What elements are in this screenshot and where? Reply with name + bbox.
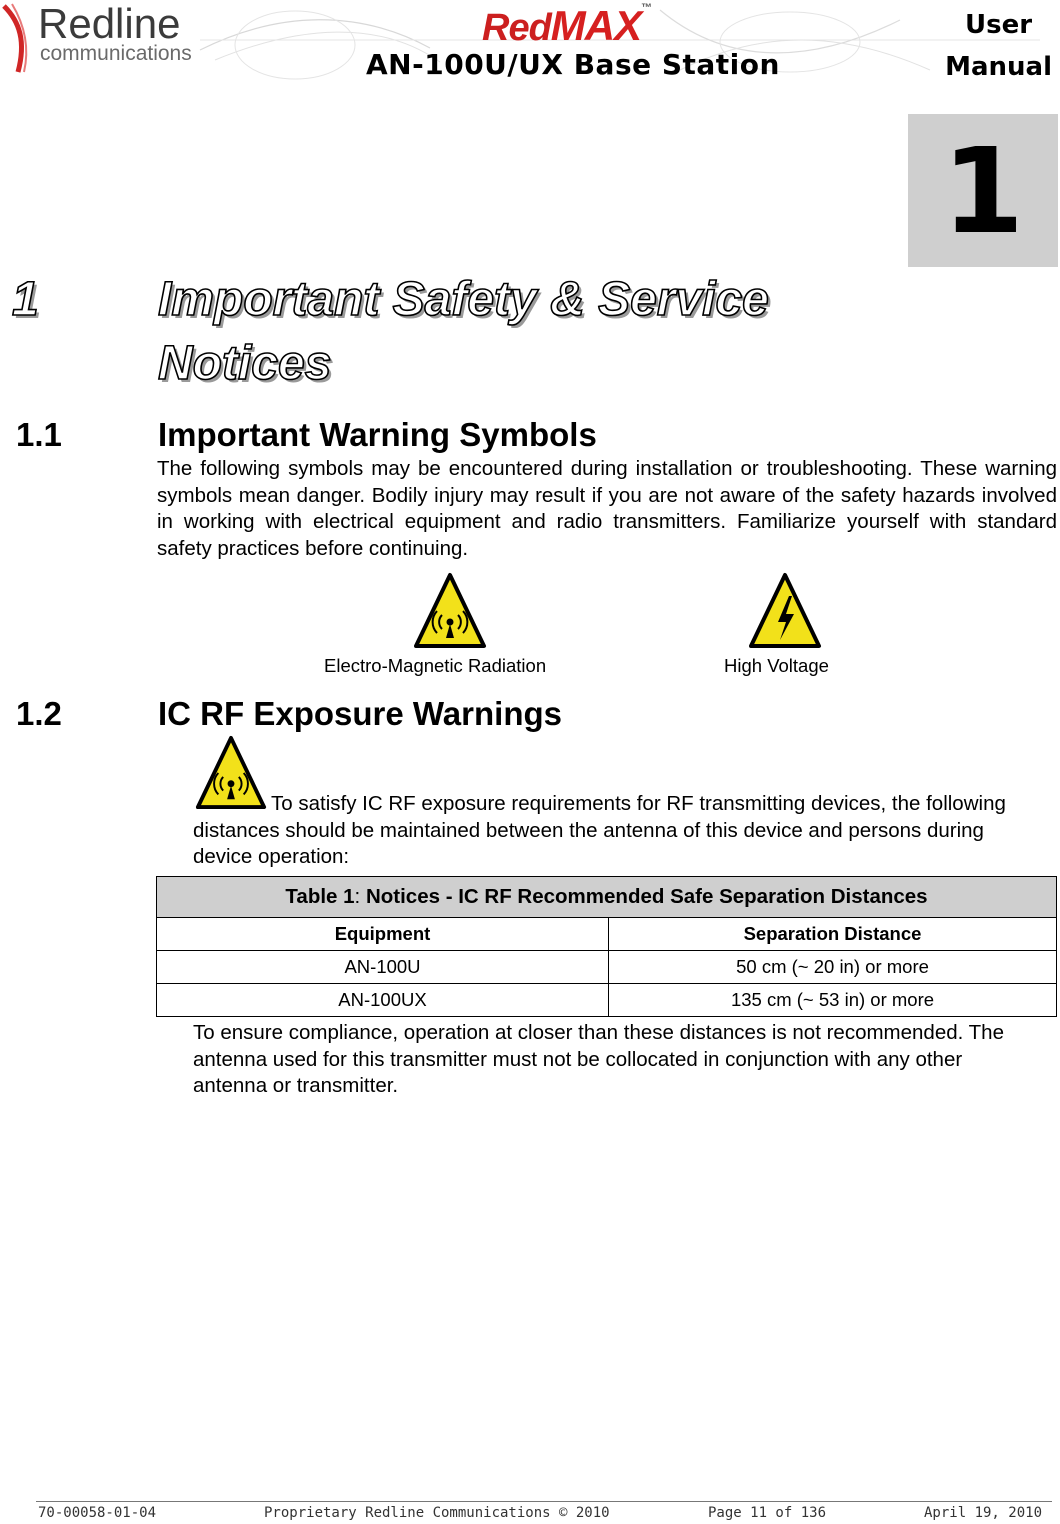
symbol-label-radiation: Electro-Magnetic Radiation bbox=[324, 655, 547, 676]
section-heading-1-1 bbox=[16, 416, 597, 454]
column-header-separation-distance: Separation Distance bbox=[609, 918, 1057, 951]
chapter-title-line1: Important Safety & Service bbox=[158, 273, 769, 326]
footer-date: April 19, 2010 bbox=[924, 1505, 1043, 1521]
radiation-warning-icon bbox=[413, 572, 487, 650]
chapter-title-line2: Notices bbox=[158, 337, 332, 390]
separation-distance-table bbox=[156, 876, 1057, 1017]
chapter-box-number: 1 bbox=[941, 122, 1025, 260]
table-header-row bbox=[157, 918, 1057, 951]
footer-divider bbox=[36, 1501, 1052, 1502]
section-number: 1.2 bbox=[16, 695, 62, 732]
high-voltage-warning-icon bbox=[748, 572, 822, 650]
column-header-equipment: Equipment bbox=[157, 918, 609, 951]
redline-swoosh-logo-icon bbox=[0, 2, 34, 74]
brand-trademark: ™ bbox=[641, 2, 652, 14]
chapter-number-box bbox=[908, 114, 1058, 267]
doc-type-line2: Manual bbox=[945, 52, 1052, 82]
table-row bbox=[157, 984, 1057, 1017]
symbol-label-high-voltage: High Voltage bbox=[724, 655, 829, 676]
table-row bbox=[157, 951, 1057, 984]
section-1-2-closing: To ensure compliance, operation at closer than these distances is not recommended. The antenna used for this transmitter must not be collocated in conjunction with any other antenna or transmitter. bbox=[193, 1021, 1004, 1097]
chapter-title bbox=[12, 268, 912, 396]
table-caption-text: Notices - IC RF Recommended Safe Separation Distances bbox=[360, 885, 928, 908]
table-caption-label: Table 1 bbox=[285, 885, 355, 908]
section-number: 1.1 bbox=[16, 416, 62, 453]
chapter-title-number: 1 bbox=[12, 273, 39, 326]
document-type bbox=[945, 4, 1052, 88]
footer-doc-number: 70-00058-01-04 bbox=[38, 1505, 157, 1521]
section-title: Important Warning Symbols bbox=[158, 416, 597, 453]
table-caption bbox=[157, 877, 1057, 918]
redline-logo-text: Redline bbox=[38, 0, 181, 47]
brand-max-part: MAX bbox=[550, 2, 642, 49]
footer-page-number: Page 11 of 136 bbox=[708, 1505, 827, 1521]
section-title: IC RF Exposure Warnings bbox=[158, 695, 562, 732]
table-caption-separator: : bbox=[354, 885, 361, 908]
section-heading-1-2 bbox=[16, 695, 562, 733]
table-cell-distance: 50 cm (~ 20 in) or more bbox=[609, 951, 1057, 984]
product-name: AN-100U/UX Base Station bbox=[366, 48, 780, 81]
table-cell-equipment: AN-100UX bbox=[157, 984, 609, 1017]
footer-copyright: Proprietary Redline Communications © 2010 bbox=[264, 1505, 610, 1521]
redmax-brand bbox=[482, 2, 651, 50]
section-1-2-intro: To satisfy IC RF exposure requirements for RF transmitting devices, the following distances should be maintained between the antenna of this device and persons during device operation: bbox=[193, 792, 1006, 868]
doc-type-line1: User bbox=[965, 10, 1033, 40]
section-1-1-body: The following symbols may be encountered during installation or troubleshooting. These warning symbols mean danger. Bodily injury may result if you are not aware of the safety hazards involved in working with electrical equipment and radio transmitters. Familiarize yourself with standard safety practices before continuing. bbox=[157, 457, 1057, 560]
brand-red-part: Red bbox=[482, 7, 551, 49]
table-cell-equipment: AN-100U bbox=[157, 951, 609, 984]
table-caption-row bbox=[157, 877, 1057, 918]
redline-logo-subtext: communications bbox=[40, 42, 192, 65]
table-cell-distance: 135 cm (~ 53 in) or more bbox=[609, 984, 1057, 1017]
